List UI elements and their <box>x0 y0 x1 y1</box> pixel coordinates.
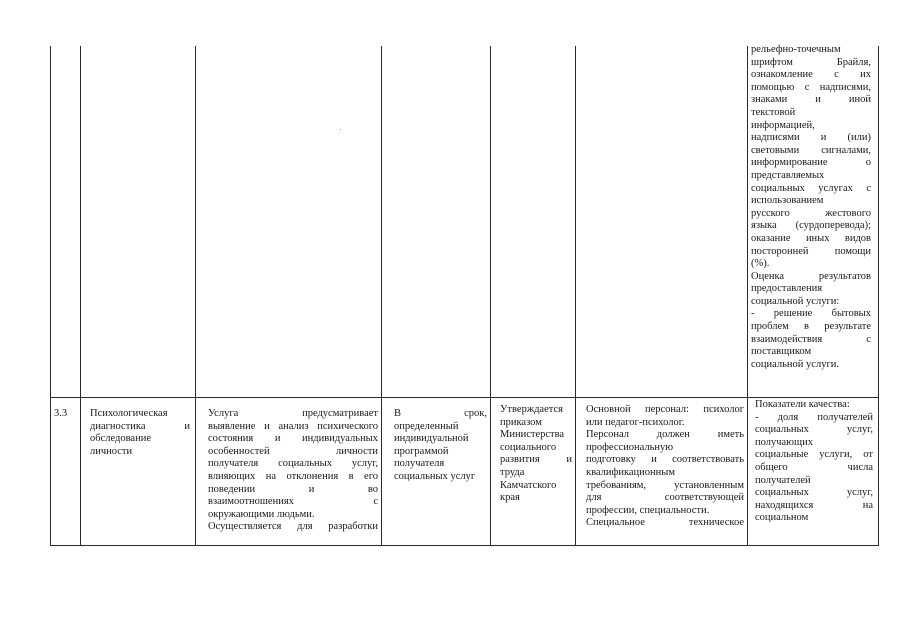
personnel-requirements: Основной персонал: психолог или педагог-психолог. Персонал должен иметь профессиональную подготовку и соответствовать квалификационным требованиям, установленным для соответствующей профессии, специальности. Специальное техническое <box>586 404 744 529</box>
row-divider <box>50 397 879 398</box>
table-border-left <box>50 46 51 546</box>
service-term: В срок, определенный индивидуальной программой получателя социальных услуг <box>394 408 487 482</box>
scan-speck <box>340 129 341 130</box>
table-border-right <box>878 46 879 546</box>
column-divider <box>80 46 81 546</box>
table-border-bottom <box>50 545 879 546</box>
service-name: Психологическая диагностика и обследование личности <box>90 408 190 457</box>
column-divider <box>381 46 382 546</box>
service-description: Услуга предусматривает выявление и анализ психического состояния и индивидуальных особенностей личности получателя социальных услуг, влияющих на отклонения в его поведении и во взаимоотношениях с окружающими людьми. Осуществляется для разработки <box>208 408 378 533</box>
row-number: 3.3 <box>54 408 68 419</box>
column-divider <box>195 46 196 546</box>
quality-indicators: Показатели качества: - доля получателей социальных услуг, получающих социальные услуги, от общего числа получателей социальных услуг, находящихся на социальном <box>755 399 873 524</box>
column-divider <box>747 46 748 546</box>
approval-basis: Утверждается приказом Министерства социального развития и труда Камчатского края <box>500 404 572 504</box>
column-divider <box>575 46 576 546</box>
top-row-quality-text: рельефно-точечным шрифтом Брайля, ознакомление с их помощью с надписями, знаками и иной текстовой информацией, надписями и (или) световыми сигналами, информирование о представляемых социальных услугах с использованием русского жестового языка (сурдоперевода); оказание иных видов посторонней помощи (%). Оценка результатов предоставления социальной услуги: - решение бытовых проблем в результате взаимодействия с поставщиком социальной услуги. <box>751 44 871 370</box>
column-divider <box>490 46 491 546</box>
